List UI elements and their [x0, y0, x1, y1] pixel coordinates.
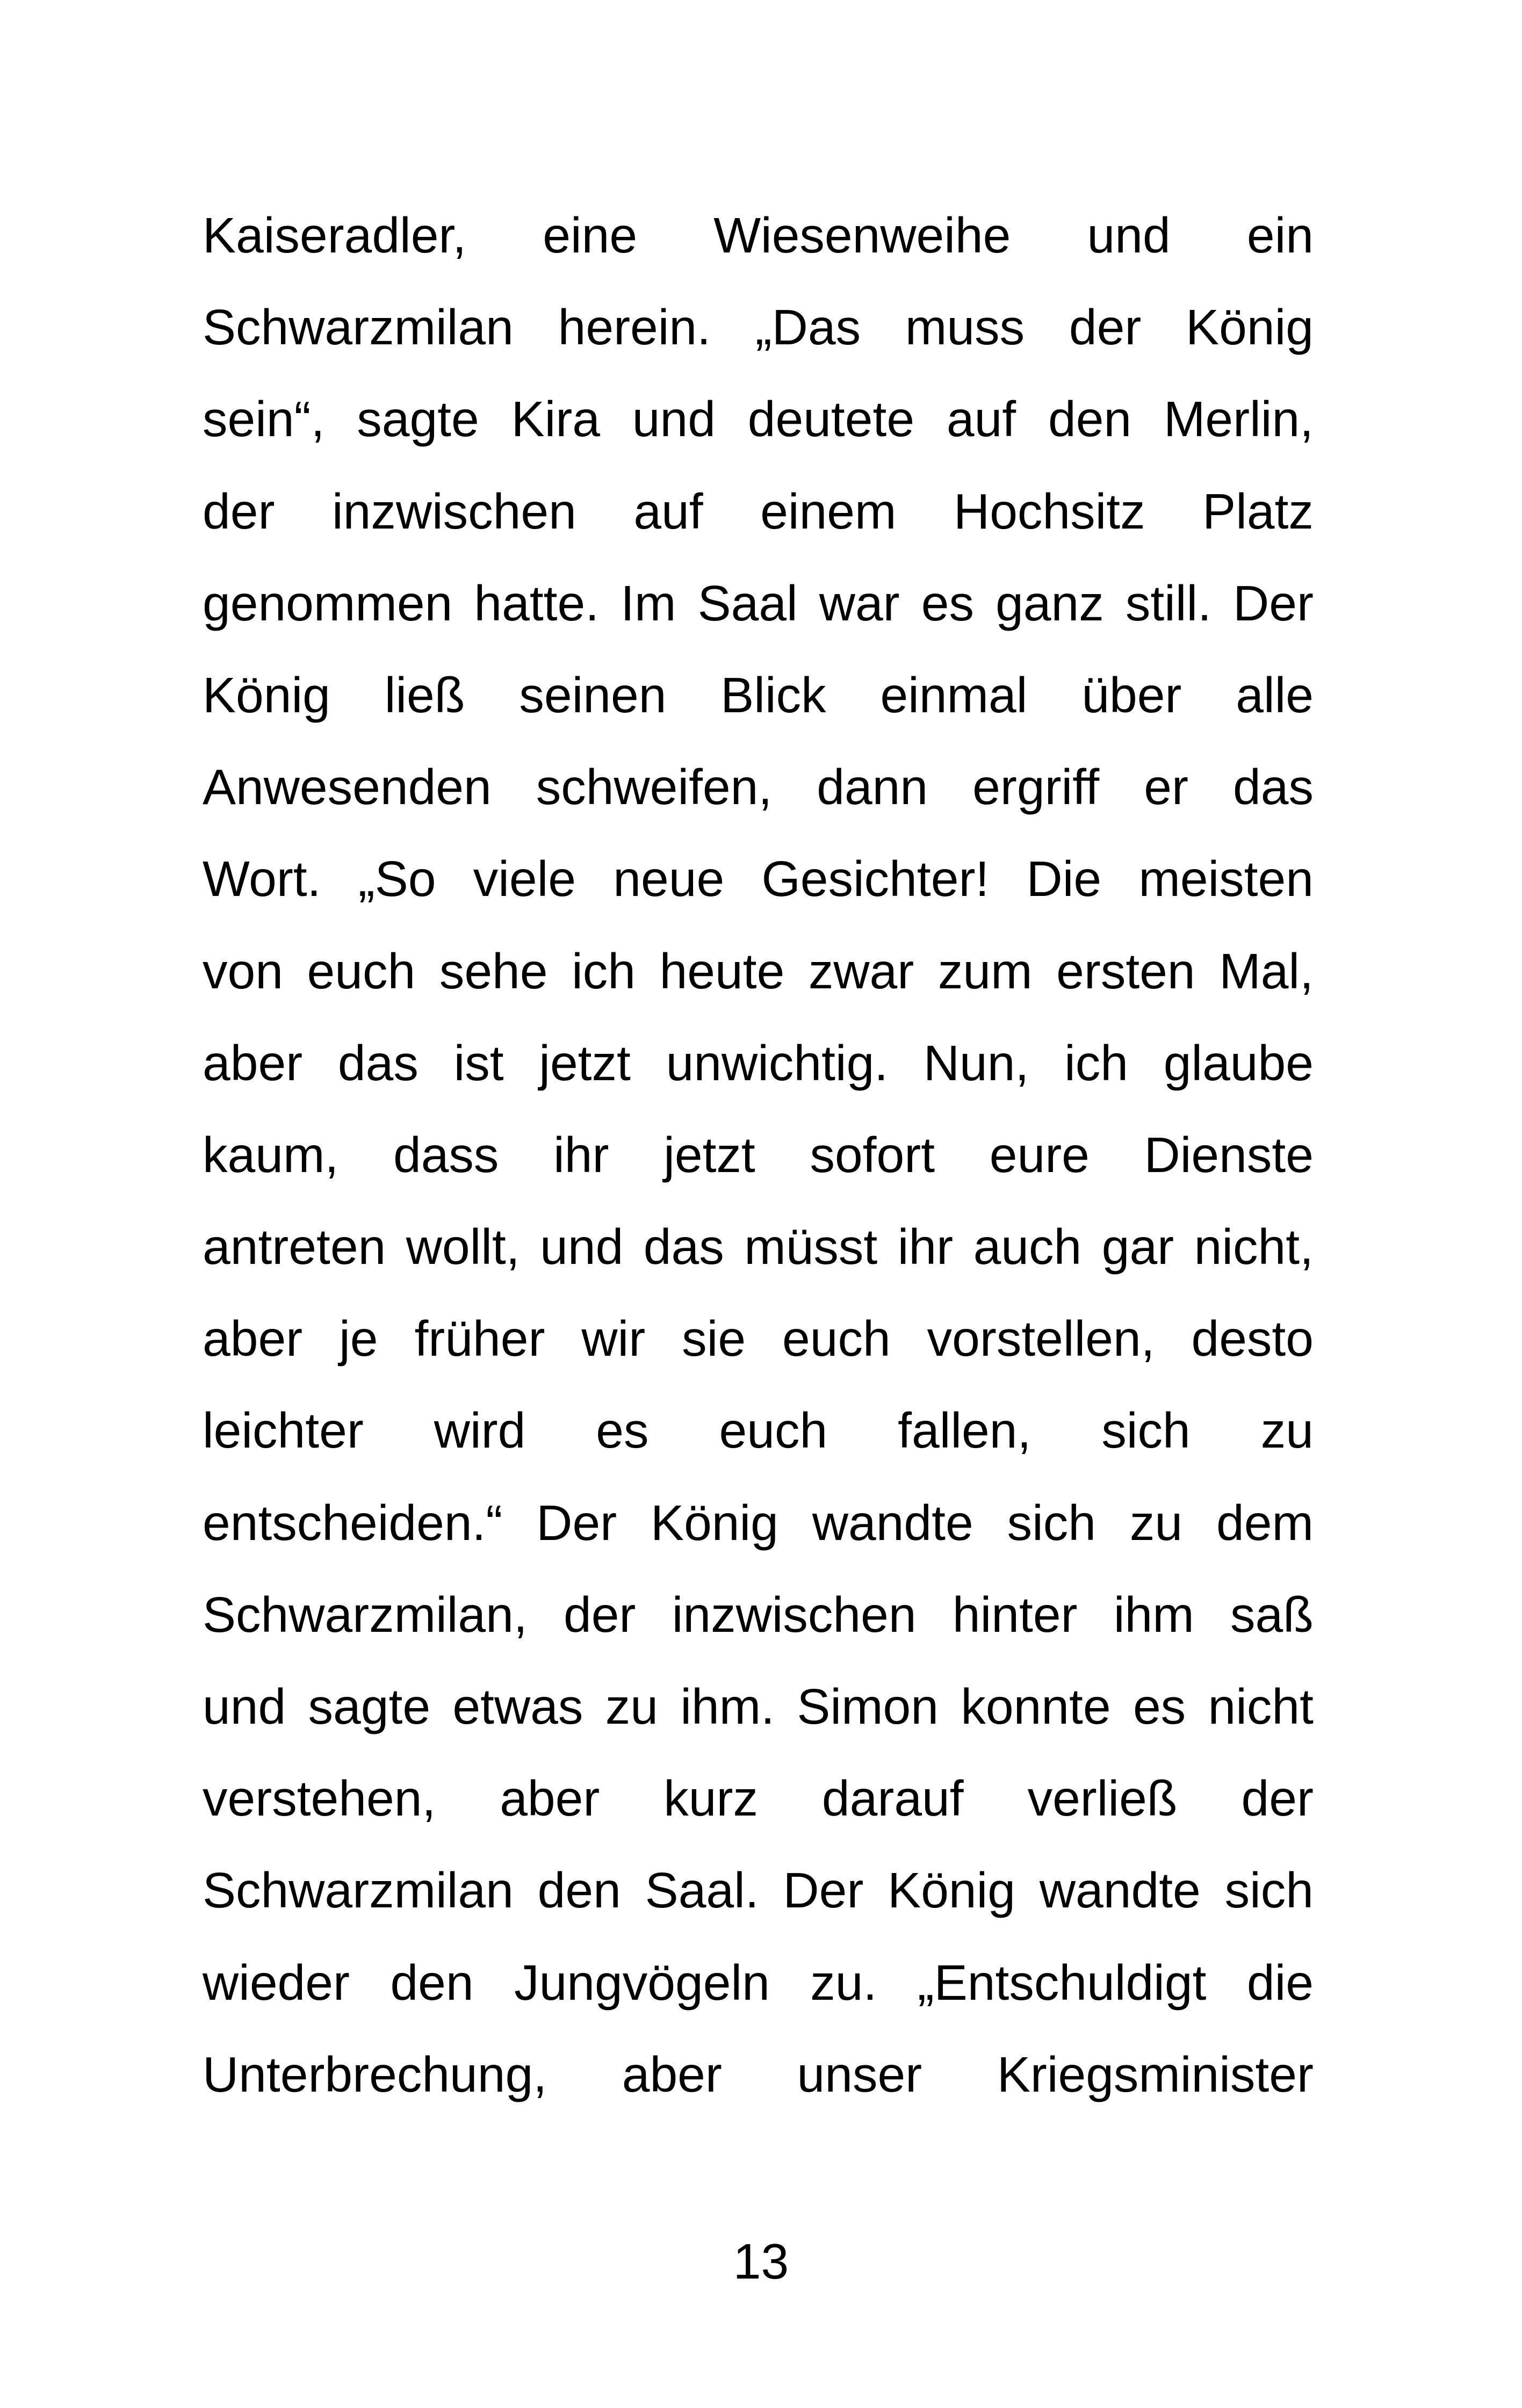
word: ließ	[384, 667, 465, 723]
word: das	[337, 1035, 419, 1091]
word: konnte	[961, 1679, 1111, 1734]
word: aber	[500, 1770, 600, 1827]
word: das	[1233, 759, 1314, 815]
word: „Das	[755, 299, 861, 356]
word: verließ	[1027, 1770, 1178, 1827]
word: hinter	[952, 1586, 1078, 1643]
word: unwichtig.	[666, 1035, 889, 1091]
page-number: 13	[733, 2233, 789, 2289]
word: Der	[1233, 575, 1314, 631]
word: jetzt	[663, 1126, 755, 1183]
word: zu	[605, 1679, 658, 1734]
text-line	[203, 663, 1314, 755]
word: sagte	[308, 1679, 431, 1734]
word: Im	[621, 575, 676, 631]
word: Saal	[697, 575, 798, 631]
word: Schwarzmilan	[203, 299, 514, 356]
word: Dienste	[1144, 1126, 1314, 1183]
word: Der	[536, 1494, 617, 1551]
word: wieder	[203, 1954, 350, 2011]
text-line	[203, 1582, 1314, 1674]
word: kurz	[663, 1770, 758, 1827]
word: und	[203, 1679, 286, 1734]
word: euch	[719, 1402, 828, 1459]
word: sagte	[357, 391, 479, 447]
word: Merlin,	[1163, 391, 1314, 447]
word: König	[203, 667, 330, 723]
text-line	[203, 387, 1314, 479]
word: Schwarzmilan,	[203, 1586, 528, 1643]
text-line	[203, 1674, 1314, 1766]
text-line	[203, 1123, 1314, 1214]
word: und	[632, 391, 716, 447]
word: Unterbrechung,	[203, 2046, 547, 2102]
text-line	[203, 479, 1314, 571]
word: von	[203, 943, 283, 999]
word: sich	[1101, 1402, 1191, 1459]
word: Simon	[797, 1679, 939, 1734]
word: Jungvögeln	[514, 1954, 770, 2011]
word: der	[1069, 299, 1142, 356]
word: ergriff	[972, 759, 1100, 815]
word: meisten	[1138, 851, 1314, 907]
word: Wiesenweihe	[713, 207, 1011, 263]
word: ist	[453, 1035, 504, 1091]
word: das	[643, 1219, 724, 1275]
word: Anwesenden	[203, 759, 492, 815]
word: auch	[973, 1219, 1082, 1275]
word: entscheiden.“	[203, 1494, 503, 1551]
word: den	[390, 1954, 474, 2011]
word: einem	[760, 483, 897, 539]
word: eine	[543, 207, 638, 263]
word: sich	[1224, 1862, 1314, 1919]
word: saß	[1230, 1586, 1314, 1643]
word: hatte.	[474, 575, 600, 631]
word: herein.	[558, 299, 711, 356]
word: antreten	[203, 1219, 386, 1275]
word: jetzt	[539, 1035, 631, 1091]
word: einmal	[880, 667, 1028, 723]
word: sich	[1007, 1494, 1096, 1551]
word: wir	[581, 1311, 646, 1367]
word: zu	[1260, 1402, 1314, 1459]
word: inzwischen	[331, 483, 576, 539]
word: wird	[434, 1402, 526, 1459]
word: ich	[1064, 1035, 1128, 1091]
word: ihr	[553, 1126, 609, 1183]
word: sein“,	[203, 391, 325, 447]
word: Hochsitz	[954, 483, 1145, 539]
word: dass	[393, 1126, 499, 1183]
word: seinen	[519, 667, 667, 723]
word: aber	[622, 2046, 722, 2102]
word: ihm.	[680, 1679, 775, 1734]
word: es	[921, 575, 974, 631]
word: nicht,	[1194, 1219, 1314, 1275]
word: aber	[203, 1035, 303, 1091]
word: auf	[946, 391, 1016, 447]
word: es	[1133, 1679, 1186, 1734]
word: zu.	[810, 1954, 877, 2011]
word: alle	[1236, 667, 1314, 723]
word: früher	[414, 1311, 545, 1367]
word: ganz	[996, 575, 1104, 631]
word: Platz	[1202, 483, 1314, 539]
word: „Entschuldigt	[917, 1954, 1207, 2011]
word: verstehen,	[203, 1770, 436, 1827]
word: Mal,	[1219, 943, 1314, 999]
word: vorstellen,	[927, 1311, 1155, 1367]
word: leichter	[203, 1402, 364, 1459]
word: der	[1241, 1770, 1314, 1827]
text-line	[203, 2042, 1314, 2134]
word: Kriegsminister	[997, 2046, 1314, 2102]
word: aber	[203, 1311, 303, 1367]
word: viele	[473, 851, 576, 907]
word: ein	[1246, 207, 1314, 263]
word: ihr	[897, 1219, 954, 1275]
text-line	[203, 1766, 1314, 1858]
word: und	[540, 1219, 624, 1275]
word: euch	[782, 1311, 891, 1367]
word: je	[339, 1311, 378, 1367]
word: zum	[937, 943, 1033, 999]
word: nicht	[1208, 1679, 1314, 1734]
word: „So	[358, 851, 436, 907]
word: still.	[1125, 575, 1212, 631]
word: Kaiseradler,	[203, 207, 467, 263]
body-text	[203, 203, 1314, 2134]
text-line	[203, 847, 1314, 938]
word: der	[203, 483, 275, 539]
word: ihm	[1113, 1586, 1194, 1643]
word: unser	[797, 2046, 922, 2102]
text-line	[203, 571, 1314, 663]
word: müsst	[744, 1219, 878, 1275]
word: über	[1081, 667, 1182, 723]
word: ersten	[1056, 943, 1195, 999]
text-line	[203, 295, 1314, 387]
text-line	[203, 939, 1314, 1031]
text-line	[203, 1491, 1314, 1582]
word: zwar	[808, 943, 914, 999]
word: zu	[1129, 1494, 1183, 1551]
word: König	[888, 1862, 1016, 1919]
text-line	[203, 755, 1314, 847]
word: König	[1186, 299, 1314, 356]
word: es	[596, 1402, 649, 1459]
word: schweifen,	[536, 759, 773, 815]
word: heute	[659, 943, 785, 999]
word: gar	[1101, 1219, 1174, 1275]
word: Wort.	[203, 851, 321, 907]
word: sofort	[810, 1126, 935, 1183]
word: Der	[783, 1862, 864, 1919]
word: euch	[307, 943, 416, 999]
word: auf	[633, 483, 703, 539]
text-line	[203, 1398, 1314, 1490]
word: und	[1087, 207, 1171, 263]
word: darauf	[821, 1770, 964, 1827]
word: desto	[1191, 1311, 1314, 1367]
word: etwas	[452, 1679, 583, 1734]
word: er	[1144, 759, 1188, 815]
word: wandte	[812, 1494, 973, 1551]
word: kaum,	[203, 1126, 339, 1183]
word: sehe	[439, 943, 548, 999]
word: Schwarzmilan	[203, 1862, 514, 1919]
word: den	[1048, 391, 1132, 447]
word: Saal.	[645, 1862, 759, 1919]
word: eure	[989, 1126, 1090, 1183]
word: Blick	[720, 667, 826, 723]
word: den	[537, 1862, 621, 1919]
word: genommen	[203, 575, 453, 631]
word: König	[651, 1494, 778, 1551]
text-line	[203, 1031, 1314, 1123]
word: neue	[613, 851, 725, 907]
text-line	[203, 203, 1314, 295]
word: fallen,	[898, 1402, 1032, 1459]
word: Gesichter!	[761, 851, 990, 907]
text-line	[203, 1950, 1314, 2042]
word: dann	[817, 759, 928, 815]
text-line	[203, 1214, 1314, 1306]
word: deutete	[747, 391, 915, 447]
word: der	[563, 1586, 636, 1643]
word: sie	[682, 1311, 746, 1367]
word: Die	[1026, 851, 1102, 907]
word: inzwischen	[672, 1586, 917, 1643]
word: wollt,	[406, 1219, 520, 1275]
text-line	[203, 1858, 1314, 1950]
word: Kira	[511, 391, 600, 447]
word: dem	[1216, 1494, 1314, 1551]
word: Nun,	[923, 1035, 1029, 1091]
word: glaube	[1163, 1035, 1314, 1091]
word: ich	[572, 943, 636, 999]
word: war	[819, 575, 900, 631]
text-line	[203, 1306, 1314, 1398]
word: wandte	[1039, 1862, 1201, 1919]
word: muss	[905, 299, 1025, 356]
word: die	[1246, 1954, 1314, 2011]
